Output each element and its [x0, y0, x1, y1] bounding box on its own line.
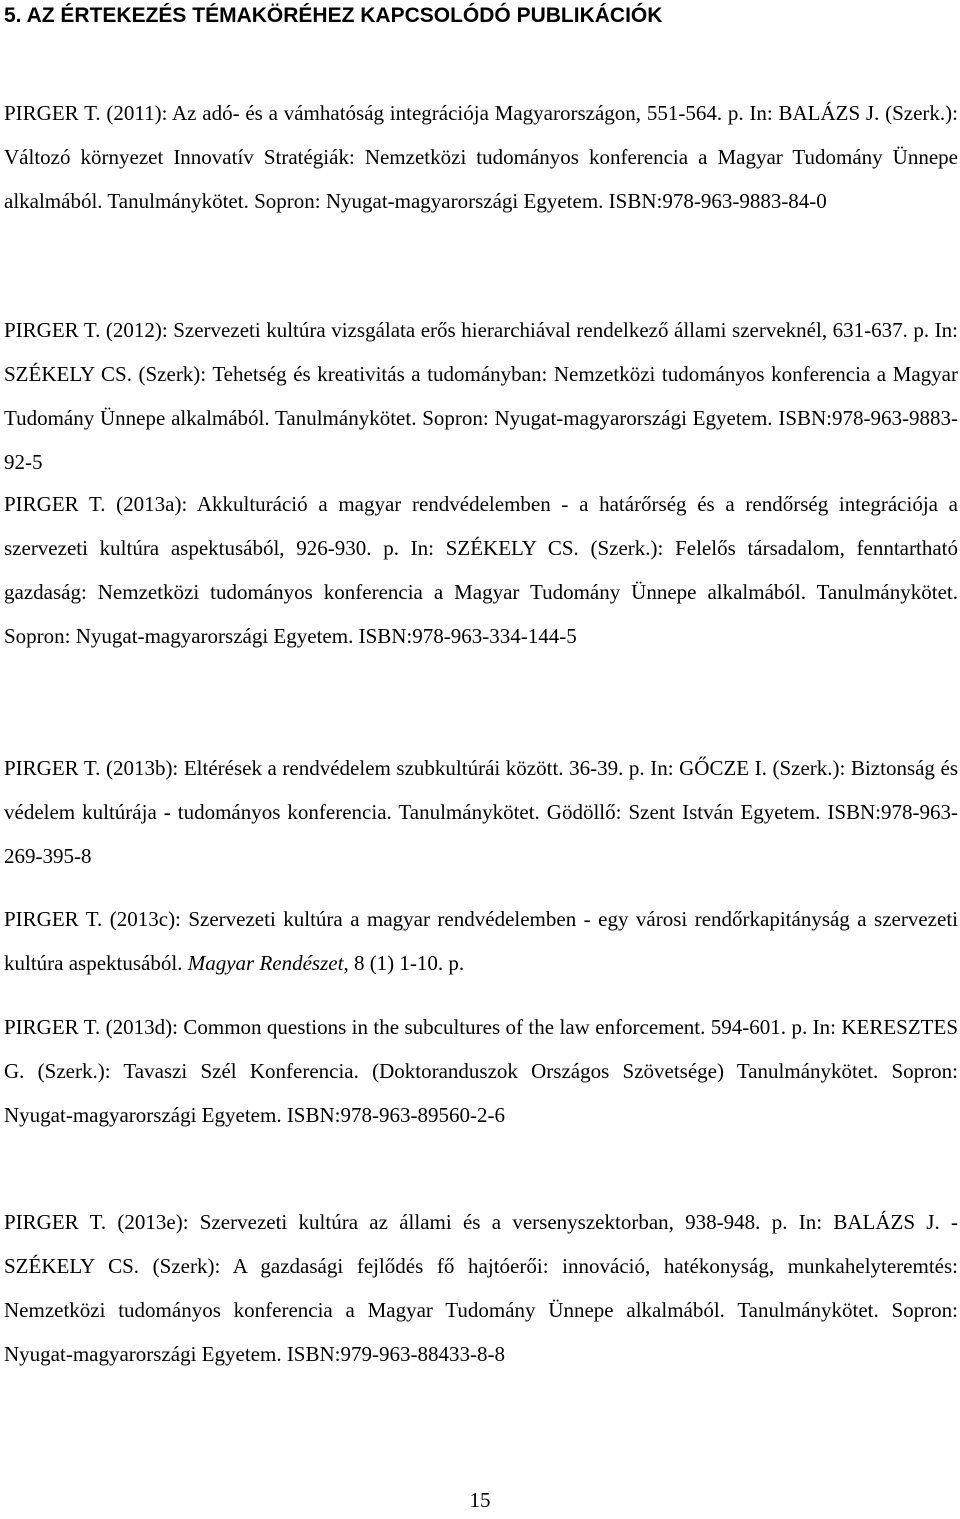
publication-entry-2013d: PIRGER T. (2013d): Common questions in the subcultures of the law enforcement. 594-601. p. In: KERESZTES G. (Szerk.): Tavaszi Szél Konferencia. (Doktoranduszok Országos Szövetsége) Tanulmánykötet. Sopron: Nyugat-magyarországi Egyetem. ISBN:978-963-89560-2-6 [4, 1015, 958, 1127]
publication-text-before-journal: PIRGER T. (2013c): Szervezeti kultúra a magyar rendvédelemben - egy városi rendőrkapitányság a szervezeti kultúra aspektusából. [4, 907, 958, 975]
journal-title: Magyar Rendészet [187, 951, 344, 975]
section-heading: 5. AZ ÉRTEKEZÉS TÉMAKÖRÉHEZ KAPCSOLÓDÓ PUBLIKÁCIÓK [4, 4, 663, 27]
publication-entry-2012: PIRGER T. (2012): Szervezeti kultúra vizsgálata erős hierarchiával rendelkező állami szerveknél, 631-637. p. In: SZÉKELY CS. (Szerk): Tehetség és kreativitás a tudományban: Nemzetközi tudományos konferencia a Magyar Tudomány Ünnepe alkalmából. Tanulmánykötet. Sopron: Nyugat-magyarországi Egyetem. ISBN:978-963-9883-92-5 [4, 318, 958, 474]
publication-entry-2013c [4, 897, 958, 985]
publication-entry-2013a: PIRGER T. (2013a): Akkulturáció a magyar rendvédelemben - a határőrség és a rendőrség integrációja a szervezeti kultúra aspektusából, 926-930. p. In: SZÉKELY CS. (Szerk.): Felelős társadalom, fenntartható gazdaság: Nemzetközi tudományos konferencia a Magyar Tudomány Ünnepe alkalmából. Tanulmánykötet. Sopron: Nyugat-magyarországi Egyetem. ISBN:978-963-334-144-5 [4, 492, 958, 648]
page-number: 15 [469, 1488, 491, 1512]
publication-entry-2013e: PIRGER T. (2013e): Szervezeti kultúra az állami és a versenyszektorban, 938-948. p. In: BALÁZS J. - SZÉKELY CS. (Szerk): A gazdasági fejlődés fő hajtóerői: innováció, hatékonyság, munkahelyteremtés: Nemzetközi tudományos konferencia a Magyar Tudomány Ünnepe alkalmából. Tanulmánykötet. Sopron: Nyugat-magyarországi Egyetem. ISBN:979-963-88433-8-8 [4, 1210, 958, 1366]
publication-entry-2013b: PIRGER T. (2013b): Eltérések a rendvédelem szubkultúrái között. 36-39. p. In: GŐCZE I. (Szerk.): Biztonság és védelem kultúrája - tudományos konferencia. Tanulmánykötet. Gödöllő: Szent István Egyetem. ISBN:978-963-269-395-8 [4, 756, 958, 868]
publication-text-after-journal: , 8 (1) 1-10. p. [343, 951, 465, 975]
publication-entry-2011: PIRGER T. (2011): Az adó- és a vámhatóság integrációja Magyarországon, 551-564. p. In: BALÁZS J. (Szerk.): Változó környezet Innovatív Stratégiák: Nemzetközi tudományos konferencia a Magyar Tudomány Ünnepe alkalmából. Tanulmánykötet. Sopron: Nyugat-magyarországi Egyetem. ISBN:978-963-9883-84-0 [4, 101, 958, 213]
